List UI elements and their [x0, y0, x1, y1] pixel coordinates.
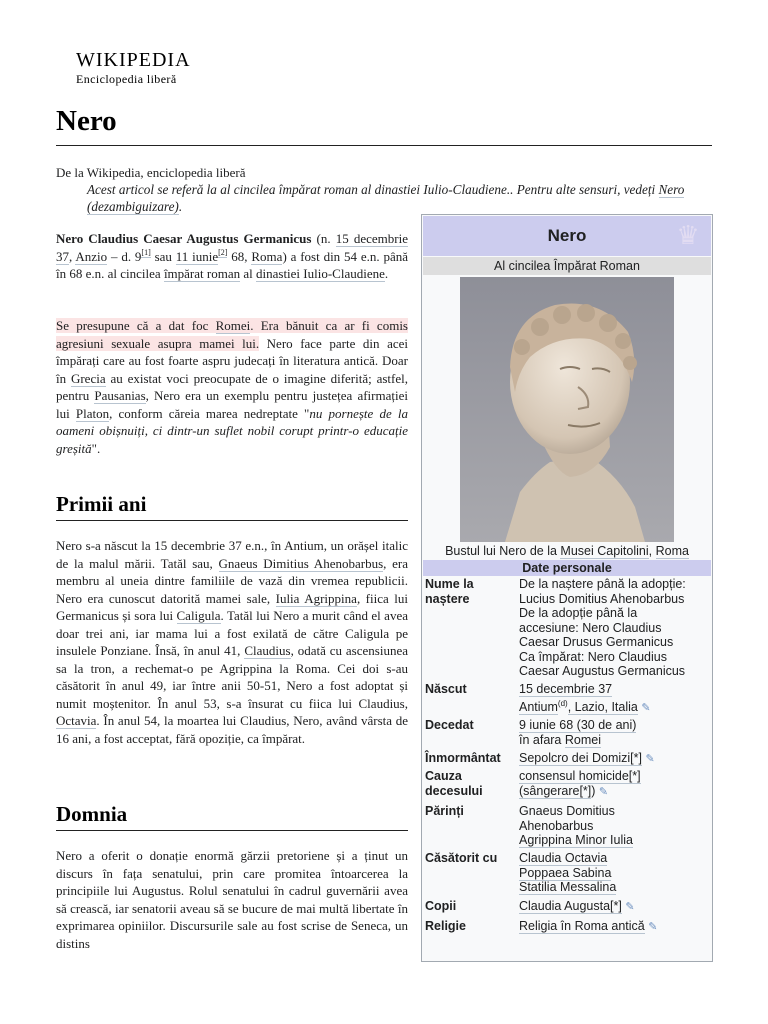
row-value	[519, 851, 711, 895]
pencil-icon[interactable]: ✎	[645, 753, 655, 765]
heading-divider	[56, 830, 408, 831]
child-link[interactable]: Claudia Augusta	[519, 899, 611, 913]
text: Bustul lui Nero de la	[445, 544, 561, 558]
text: . În anul 54, la moartea lui Claudius, Nero, având vârsta de 16 ani, a fost acceptat, fără opoziție, ca împărat.	[56, 713, 408, 746]
text: De la naștere până la adopție:	[519, 577, 686, 591]
nero-bust-image[interactable]	[460, 277, 674, 542]
father-link[interactable]: Gnaeus Dimitius Ahenobarbus	[218, 555, 384, 571]
heading-divider	[56, 520, 408, 521]
wikidata-marker[interactable]: [*]	[628, 769, 641, 783]
disambiguation-link[interactable]: Nero (dezambiguizare)	[87, 182, 685, 214]
pencil-icon[interactable]: ✎	[625, 901, 635, 913]
text: Gnaeus Domitius	[519, 804, 615, 818]
text: al	[240, 266, 256, 281]
greece-link[interactable]: Grecia	[70, 370, 106, 386]
row-label: Nume la naștere	[425, 577, 474, 606]
text: Ca împărat: Nero Claudius	[519, 649, 667, 664]
infobox-title: Nero	[423, 216, 711, 256]
rome-link[interactable]: Romei	[215, 318, 251, 333]
reference-2[interactable]: [2]	[218, 248, 228, 258]
text: Nero face parte din acei împărați care au fost foarte aspru judecați în literatura antică. Doar în	[56, 335, 408, 386]
spouse-link[interactable]: Poppaea Sabina	[519, 865, 612, 880]
text: , era membru al uneia dintre familiile de vază din vremea republicii. Nero era cunoscut datorită mamei sale,	[56, 555, 409, 606]
text: Ahenobarbus	[519, 818, 594, 833]
birth-place-link[interactable]: Anzio	[75, 248, 108, 264]
text: (n.	[311, 231, 336, 246]
row-value	[519, 919, 711, 935]
museum-link[interactable]: Musei Capitolini	[560, 544, 649, 558]
row-value	[519, 804, 711, 848]
text: Caesar Augustus Germanicus	[519, 664, 686, 678]
infobox-subtitle: Al cincilea Împărat Roman	[423, 257, 711, 275]
row-value	[519, 718, 711, 747]
text: . Era bănuit ca ar fi comis agresiuni sexuale asupra mamei lui.	[56, 318, 408, 351]
emperor-link[interactable]: împărat roman	[163, 266, 241, 281]
infobox	[421, 214, 713, 962]
mother-link[interactable]: Iulia Agrippina	[275, 590, 357, 606]
lead-paragraph-2	[56, 317, 408, 457]
wikidata-marker[interactable]: [*]	[630, 751, 642, 765]
site-subtitle: De la Wikipedia, enciclopedia liberă	[56, 165, 246, 180]
text: sau	[150, 248, 176, 264]
row-label: Cauza decesului	[425, 769, 483, 798]
spouse-link[interactable]: Statilia Messalina	[519, 880, 617, 894]
row-label: Decedat	[425, 718, 474, 732]
mother-link[interactable]: Agrippina Minor Iulia	[519, 833, 633, 847]
text: au existat voci preocupate de o imagine diferită; astfel, pentru	[56, 370, 408, 403]
hatnote-end: .	[178, 199, 183, 214]
row-label: Părinți	[425, 804, 464, 818]
pausanias-link[interactable]: Pausanias	[94, 388, 146, 403]
wikidata-marker[interactable]: (d)	[557, 698, 568, 708]
hatnote-text: Acest articol se referă la al cincilea împărat roman al dinastiei Iulio-Claudiene.. Pentru alte sensuri, vedeți	[87, 182, 659, 197]
row-label: Înmormântat	[425, 751, 501, 765]
row-value	[519, 899, 711, 915]
reference-1[interactable]: [1]	[141, 248, 151, 258]
death-date-link[interactable]: 11 iunie	[175, 248, 219, 264]
text: Lucius Domitius Ahenobarbus	[519, 591, 685, 606]
bleeding-link[interactable]: (sângerare	[519, 783, 580, 798]
claudius-link[interactable]: Claudius	[244, 643, 291, 658]
burial-link[interactable]: Sepolcro dei Domizi	[519, 751, 631, 765]
lead-paragraph-1: Nero Claudius Caesar Augustus Germanicus (n. 15 decembrie 37, Anzio – d. 9[1] sau 11 iunie[2] 68, Roma) a fost din 54 e.n. până în 68 e.n. al cincilea împărat roman al dinastiei Iulio-Claudiene.	[56, 231, 408, 281]
row-value	[519, 577, 711, 679]
text: . Tatăl lui Nero a murit când el avea doar trei ani, iar mama lui a fost exilată de către Caligula pe insulele Ponziane. Însă, în anul 41,	[56, 608, 408, 658]
row-label: Religie	[425, 919, 466, 933]
row-value	[519, 751, 711, 767]
row-label: Născut	[425, 682, 467, 696]
row-label: Căsătorit cu	[425, 851, 498, 865]
text: accesiune: Nero Claudius	[519, 620, 662, 635]
text: ) a fost din 54 e.n. până în 68 e.n. al cincilea	[56, 248, 408, 281]
death-year: 68	[231, 248, 245, 264]
text: .	[384, 266, 389, 281]
section-heading-primii-ani: Primii ani	[56, 492, 147, 516]
text: , odată cu ascensiunea sa la tron, a rechemat-o pe Agrippina la Roma. Cei doi s-au căsătorit în anul 49, iar între anii 50-51, Nero a fost adoptat și numit moștenitor. În anul 53, s-a însurat cu fiica lui Claudius,	[56, 643, 408, 711]
crown-icon: ♛	[676, 220, 700, 250]
quote: nu pornește de la oameni obișnuiți, ci dintr-un suflet nobil corupt printr-o educație greșită	[56, 405, 408, 456]
logo-wordmark: WIKIPEDIA	[76, 49, 191, 71]
octavia-link[interactable]: Octavia	[56, 713, 97, 728]
birth-date-link[interactable]: 15 decembrie	[335, 231, 408, 246]
section-domnia-text: Nero a oferit o donație enormă gărzii pretoriene și a ținut un discurs în fața senatului, prin care promitea întoarcerea la principiile lui Augustus. Rolul senatului în cadrul guvernării avea să crească, iar senatorii aveau să se bucure de mai multă libertate în exprimarea opiniilor. Discursurile sale au fost scrise de Seneca, un distins	[56, 848, 408, 951]
death-place-link[interactable]: Roma	[251, 248, 283, 264]
birth-year-link[interactable]: 37	[56, 248, 69, 264]
death-date-link[interactable]: 9 iunie 68 (30 de ani)	[519, 718, 637, 732]
title-divider	[56, 145, 712, 146]
section-heading-domnia: Domnia	[56, 802, 128, 826]
row-value	[519, 769, 711, 799]
pencil-icon[interactable]: ✎	[598, 785, 609, 798]
text: , conform căreia marea nedreptate "	[109, 405, 310, 421]
wikidata-marker[interactable]: [*]	[579, 783, 592, 798]
religion-link[interactable]: Religia în Roma antică	[519, 919, 645, 933]
text: , Nero era un exemplu pentru justețea afirmației lui	[56, 388, 408, 421]
text: , fiica lui Germanicus și sora lui	[56, 590, 409, 623]
antium-link[interactable]: Antium	[519, 699, 558, 714]
birth-date-link[interactable]: 15 decembrie 37	[519, 682, 613, 696]
location-link[interactable]: , Lazio, Italia	[567, 699, 638, 714]
wikipedia-logo[interactable]	[76, 50, 191, 87]
rome-link[interactable]: Romei	[564, 732, 601, 747]
spouse-link[interactable]: Claudia Octavia	[519, 851, 608, 865]
pencil-icon[interactable]: ✎	[641, 701, 651, 714]
text: Caesar Drusus Germanicus	[519, 635, 674, 649]
hatnote	[87, 181, 707, 215]
wikidata-marker[interactable]: [*]	[610, 899, 622, 913]
page-title: Nero	[56, 105, 117, 137]
text: ,	[648, 544, 656, 558]
dynasty-link[interactable]: dinastiei Iulio-Claudiene	[256, 266, 385, 281]
text: în afara	[519, 732, 565, 747]
row-label: Copii	[425, 899, 457, 913]
text: Se presupune că a dat foc	[56, 318, 216, 333]
row-value	[519, 682, 711, 715]
image-caption	[423, 543, 711, 559]
pencil-icon[interactable]: ✎	[648, 921, 658, 933]
plato-link[interactable]: Platon	[75, 405, 110, 421]
logo-tagline: Enciclopedia liberă	[76, 72, 177, 86]
text: De la adopție până la	[519, 606, 638, 620]
cause-link[interactable]: consensul homicide	[519, 769, 629, 783]
city-link[interactable]: Roma	[655, 544, 689, 558]
infobox-section-header: Date personale	[423, 560, 711, 576]
text: ".	[91, 440, 101, 456]
lead-bold-name: Nero Claudius Caesar Augustus Germanicus	[56, 231, 312, 246]
text: )	[591, 783, 596, 798]
caligula-link[interactable]: Caligula	[176, 608, 221, 623]
section-primii-ani-text	[56, 537, 408, 747]
text: – d. 9	[107, 248, 142, 264]
text: Nero s-a născut la 15 decembrie 37 e.n., în Antium, un orășel italic de la malul mării. Tatăl sau,	[56, 538, 408, 571]
